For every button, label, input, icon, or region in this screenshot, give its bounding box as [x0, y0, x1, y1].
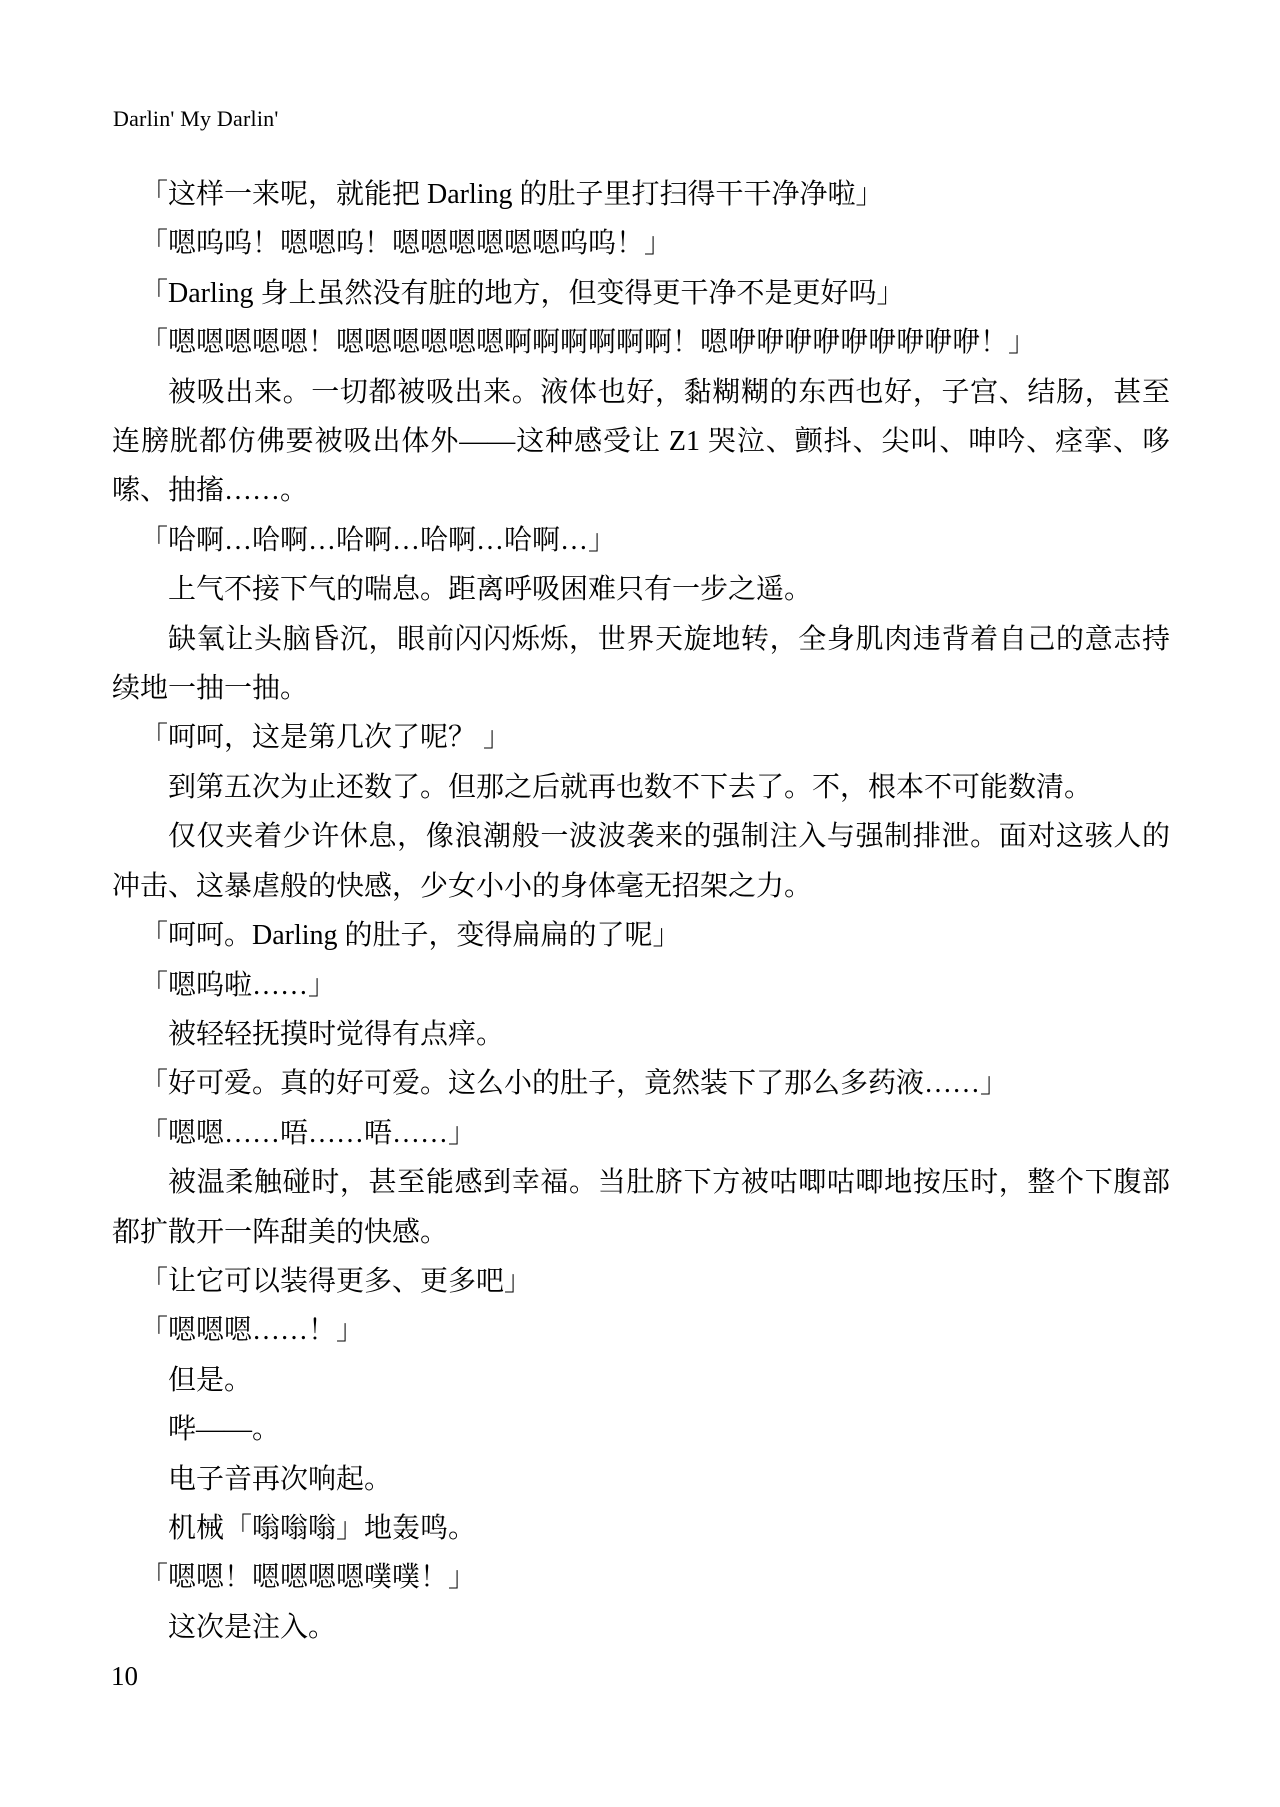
text-line: 被吸出来。一切都被吸出来。液体也好，黏糊糊的东西也好，子宫、结肠，甚至 — [168, 376, 1170, 408]
text-line: 机械「嗡嗡嗡」地轰鸣。 — [168, 1512, 477, 1544]
text-line: 但是。 — [168, 1364, 253, 1396]
text-line: 缺氧让头脑昏沉，眼前闪闪烁烁，世界天旋地转，全身肌肉违背着自己的意志持 — [168, 623, 1170, 655]
text-line: 冲击、这暴虐般的快感，少女小小的身体毫无招架之力。 — [112, 870, 813, 902]
text-line: 都扩散开一阵甜美的快感。 — [112, 1216, 449, 1248]
text-line: 被轻轻抚摸时觉得有点痒。 — [168, 1018, 505, 1050]
text-line: 被温柔触碰时，甚至能感到幸福。当肚脐下方被咕唧咕唧地按压时，整个下腹部 — [168, 1167, 1170, 1199]
text-line: 「嗯嗯！嗯嗯嗯嗯噗噗！」 — [140, 1562, 477, 1594]
text-line: 到第五次为止还数了。但那之后就再也数不下去了。不，根本不可能数清。 — [168, 771, 1093, 803]
text-line: 哔——。 — [168, 1414, 281, 1446]
text-line: 「嗯呜呜！嗯嗯呜！嗯嗯嗯嗯嗯嗯呜呜！」 — [140, 228, 673, 260]
text-line: 嗦、抽搐……。 — [112, 475, 309, 507]
text-line: 这次是注入。 — [168, 1611, 337, 1643]
text-line: 上气不接下气的喘息。距离呼吸困难只有一步之遥。 — [168, 574, 813, 606]
text-line: 「呵呵，这是第几次了呢？ 」 — [140, 722, 512, 754]
text-line: 「嗯呜啦……」 — [140, 969, 337, 1001]
text-line: 续地一抽一抽。 — [112, 673, 309, 705]
text-line: 「好可爱。真的好可爱。这么小的肚子，竟然装下了那么多药液……」 — [140, 1068, 1009, 1100]
body-text — [112, 170, 1170, 1652]
text-line: 「嗯嗯嗯嗯嗯！嗯嗯嗯嗯嗯嗯啊啊啊啊啊啊！嗯咿咿咿咿咿咿咿咿咿！」 — [140, 327, 1037, 359]
text-line: 「Darling 身上虽然没有脏的地方，但变得更干净不是更好吗」 — [140, 277, 905, 309]
text-line: 仅仅夹着少许休息，像浪潮般一波波袭来的强制注入与强制排泄。面对这骇人的 — [168, 821, 1170, 853]
text-line: 电子音再次响起。 — [168, 1463, 393, 1495]
text-line: 连膀胱都仿佛要被吸出体外——这种感受让 Z1 哭泣、颤抖、尖叫、呻吟、痉挛、哆 — [112, 426, 1170, 458]
running-header-title: Darlin' My Darlin' — [113, 106, 279, 131]
text-line: 「让它可以装得更多、更多吧」 — [140, 1265, 533, 1297]
page-number: 10 — [111, 1661, 138, 1691]
text-line: 「哈啊…哈啊…哈啊…哈啊…哈啊…」 — [140, 524, 617, 556]
text-line: 「这样一来呢，就能把 Darling 的肚子里打扫得干干净净啦」 — [140, 179, 884, 210]
text-line: 「嗯嗯……唔……唔……」 — [140, 1117, 477, 1149]
text-line: 「嗯嗯嗯……！」 — [140, 1315, 365, 1347]
text-line: 「呵呵。Darling 的肚子，变得扁扁的了呢」 — [140, 920, 681, 952]
